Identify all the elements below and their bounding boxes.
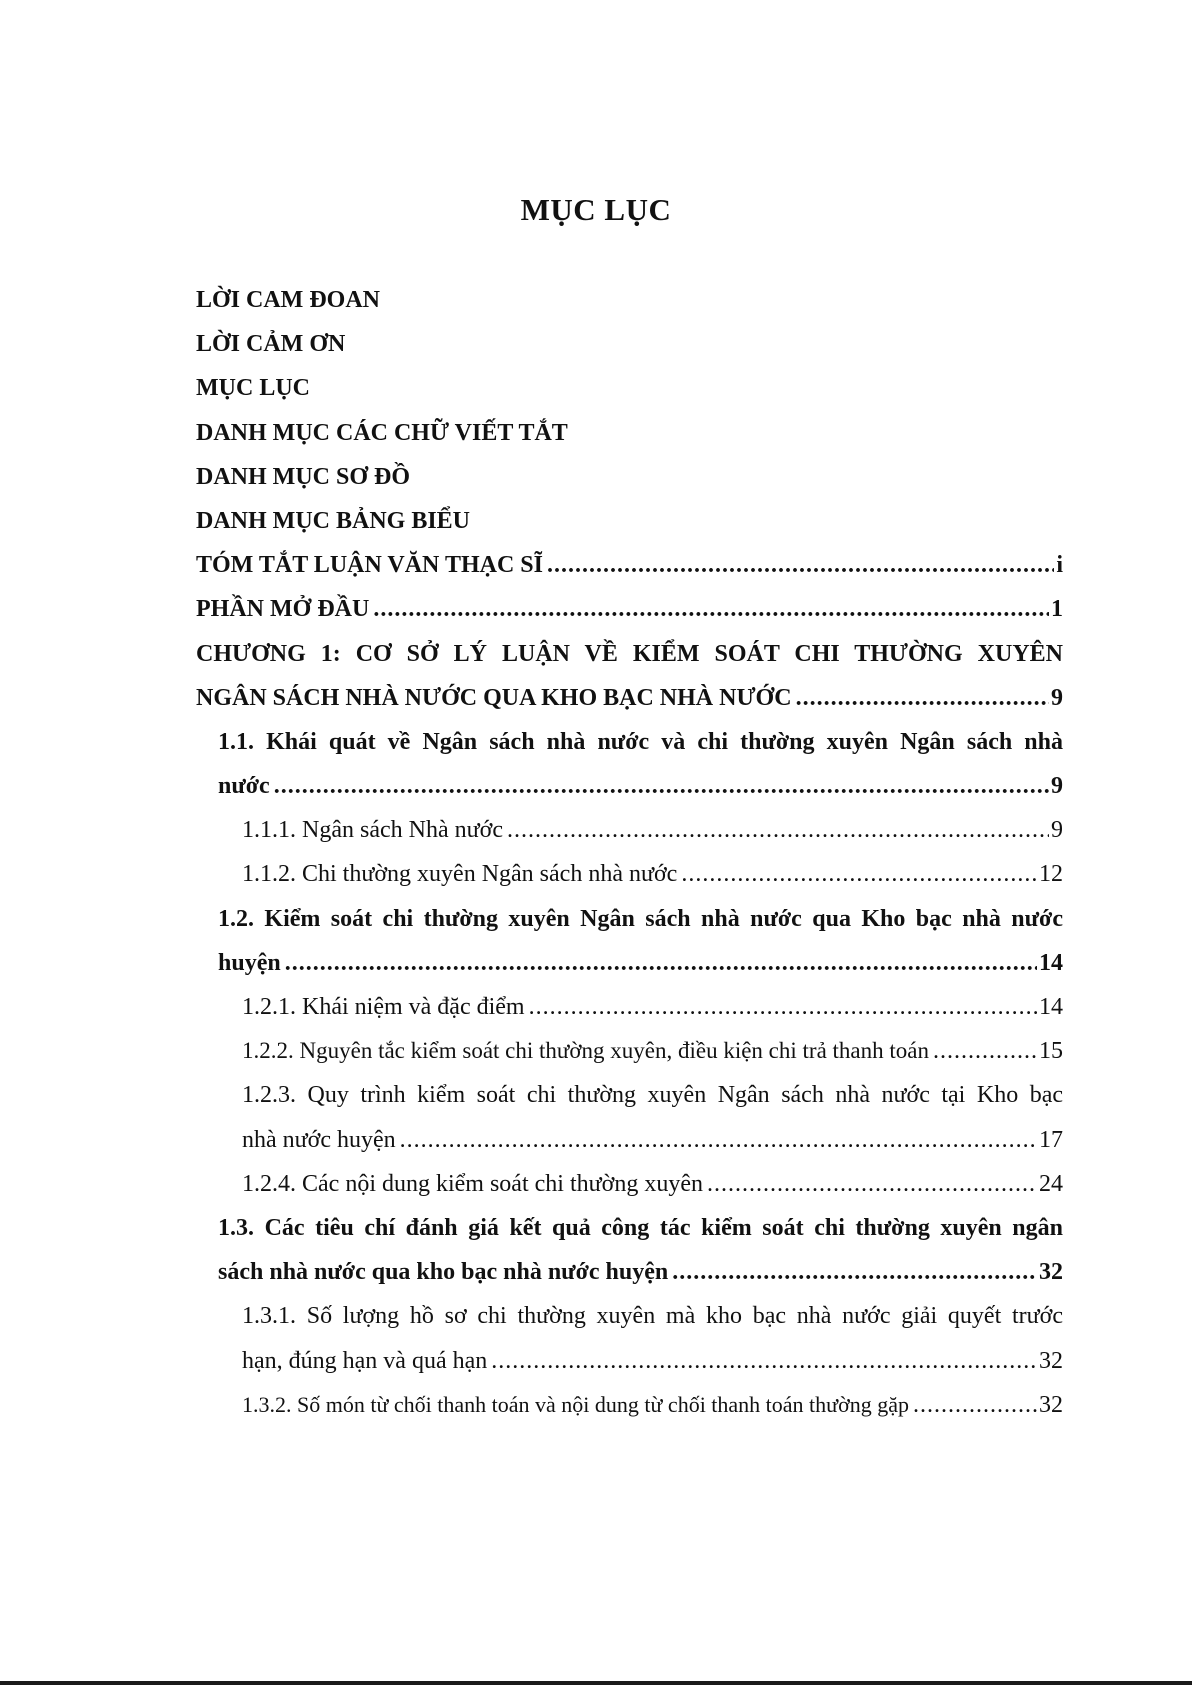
toc-section-line1[interactable] [196, 897, 1063, 941]
toc-subsection[interactable] [196, 985, 1063, 1029]
toc-page-number: 9 [1051, 773, 1063, 800]
toc-entry-text: DANH MỤC CÁC CHỮ VIẾT TẮT [196, 419, 568, 446]
toc-page-number: 12 [1039, 861, 1063, 888]
toc-entry-text: nhà nước huyện [242, 1126, 396, 1153]
toc-entry-text: hạn, đúng hạn và quá hạn [242, 1347, 488, 1374]
toc-page-number: 9 [1051, 817, 1063, 844]
toc-entry-text: TÓM TẮT LUẬN VĂN THẠC SĨ [196, 552, 543, 579]
toc-entry[interactable] [196, 366, 1063, 410]
toc-section-line2[interactable] [196, 1250, 1063, 1294]
toc-page-number: 1 [1051, 596, 1063, 623]
toc-entry-text: 1.2.1. Khái niệm và đặc điểm [242, 994, 525, 1020]
toc-section-line1[interactable] [196, 720, 1063, 764]
toc-entry[interactable] [196, 411, 1063, 455]
toc-entry-text: 1.2.4. Các nội dung kiểm soát chi thường xuyên [242, 1170, 703, 1197]
dot-leader [285, 941, 1037, 985]
toc-subsection[interactable] [196, 852, 1063, 896]
toc-page-number: 14 [1039, 949, 1063, 976]
toc-entry-text: 1.2. Kiểm soát chi thường xuyên Ngân sách nhà nước qua Kho bạc nhà nước [218, 905, 1063, 932]
toc-entry-text: DANH MỤC BẢNG BIỂU [196, 507, 471, 534]
toc-page-number: i [1056, 552, 1063, 579]
toc-entry-text: CHƯƠNG 1: CƠ SỞ LÝ LUẬN VỀ KIỂM SOÁT CHI THƯỜNG XUYÊN [196, 640, 1063, 667]
toc-page-number: 24 [1039, 1170, 1063, 1197]
toc-section-line2[interactable] [196, 941, 1063, 985]
dot-leader [796, 676, 1049, 720]
toc-subsection[interactable] [196, 1029, 1063, 1073]
toc-entry-text: nước [218, 773, 270, 800]
toc-page-number: 9 [1051, 684, 1063, 711]
dot-leader [491, 1339, 1037, 1383]
dot-leader [681, 852, 1037, 896]
table-of-contents [196, 278, 1063, 1427]
dot-leader [672, 1250, 1037, 1294]
toc-entry-text: huyện [218, 949, 281, 976]
dot-leader [529, 985, 1037, 1029]
toc-chapter-line1[interactable] [196, 632, 1063, 676]
toc-section-line1[interactable] [196, 1206, 1063, 1250]
bottom-edge-line [0, 1681, 1192, 1685]
toc-entry-text: 1.2.3. Quy trình kiểm soát chi thường xuyên Ngân sách nhà nước tại Kho bạc [242, 1082, 1063, 1109]
toc-entry[interactable] [196, 499, 1063, 543]
toc-entry-text: DANH MỤC SƠ ĐỒ [196, 463, 410, 490]
toc-subsection[interactable] [196, 1162, 1063, 1206]
dot-leader [373, 587, 1049, 631]
toc-page-number: 15 [1039, 1038, 1063, 1065]
toc-subsection[interactable] [196, 1383, 1063, 1427]
toc-entry[interactable] [196, 543, 1063, 587]
dot-leader [507, 808, 1049, 852]
toc-entry-text: 1.1. Khái quát về Ngân sách nhà nước và chi thường xuyên Ngân sách nhà [218, 728, 1063, 755]
dot-leader [274, 764, 1049, 808]
toc-entry[interactable] [196, 455, 1063, 499]
dot-leader [400, 1118, 1037, 1162]
page-title: MỤC LỤC [520, 192, 672, 227]
toc-subsection-line1[interactable] [196, 1073, 1063, 1117]
toc-entry[interactable] [196, 587, 1063, 631]
toc-subsection[interactable] [196, 808, 1063, 852]
toc-entry-text: 1.3.2. Số món từ chối thanh toán và nội dung từ chối thanh toán thường gặp [242, 1391, 909, 1417]
dot-leader [913, 1383, 1037, 1427]
toc-page-number: 32 [1039, 1259, 1063, 1286]
toc-section-line2[interactable] [196, 764, 1063, 808]
toc-entry-text: NGÂN SÁCH NHÀ NƯỚC QUA KHO BẠC NHÀ NƯỚC [196, 684, 792, 711]
toc-entry-text: 1.2.2. Nguyên tắc kiểm soát chi thường xuyên, điều kiện chi trả thanh toán [242, 1038, 929, 1064]
toc-subsection-line2[interactable] [196, 1118, 1063, 1162]
toc-entry-text: 1.1.2. Chi thường xuyên Ngân sách nhà nước [242, 861, 678, 888]
toc-entry-text: sách nhà nước qua kho bạc nhà nước huyện [218, 1259, 669, 1286]
toc-entry[interactable] [196, 278, 1063, 322]
toc-entry-text: LỜI CAM ĐOAN [196, 287, 380, 313]
dot-leader [933, 1029, 1037, 1073]
toc-page-number: 32 [1039, 1347, 1063, 1374]
toc-chapter-line2[interactable] [196, 676, 1063, 720]
toc-entry-text: LỜI CẢM ƠN [196, 331, 346, 358]
toc-entry[interactable] [196, 322, 1063, 366]
toc-page-number: 32 [1039, 1391, 1063, 1418]
dot-leader [707, 1162, 1037, 1206]
toc-entry-text: 1.3. Các tiêu chí đánh giá kết quả công tác kiểm soát chi thường xuyên ngân [218, 1214, 1063, 1241]
toc-entry-text: 1.1.1. Ngân sách Nhà nước [242, 817, 503, 844]
toc-entry-text: 1.3.1. Số lượng hồ sơ chi thường xuyên mà kho bạc nhà nước giải quyết trước [242, 1303, 1063, 1330]
toc-subsection-line2[interactable] [196, 1339, 1063, 1383]
toc-entry-text: PHẦN MỞ ĐẦU [196, 596, 370, 623]
toc-page-number: 17 [1039, 1126, 1063, 1153]
toc-page-number: 14 [1039, 994, 1063, 1020]
toc-entry-text: MỤC LỤC [196, 375, 310, 402]
toc-subsection-line1[interactable] [196, 1294, 1063, 1338]
dot-leader [547, 543, 1054, 587]
